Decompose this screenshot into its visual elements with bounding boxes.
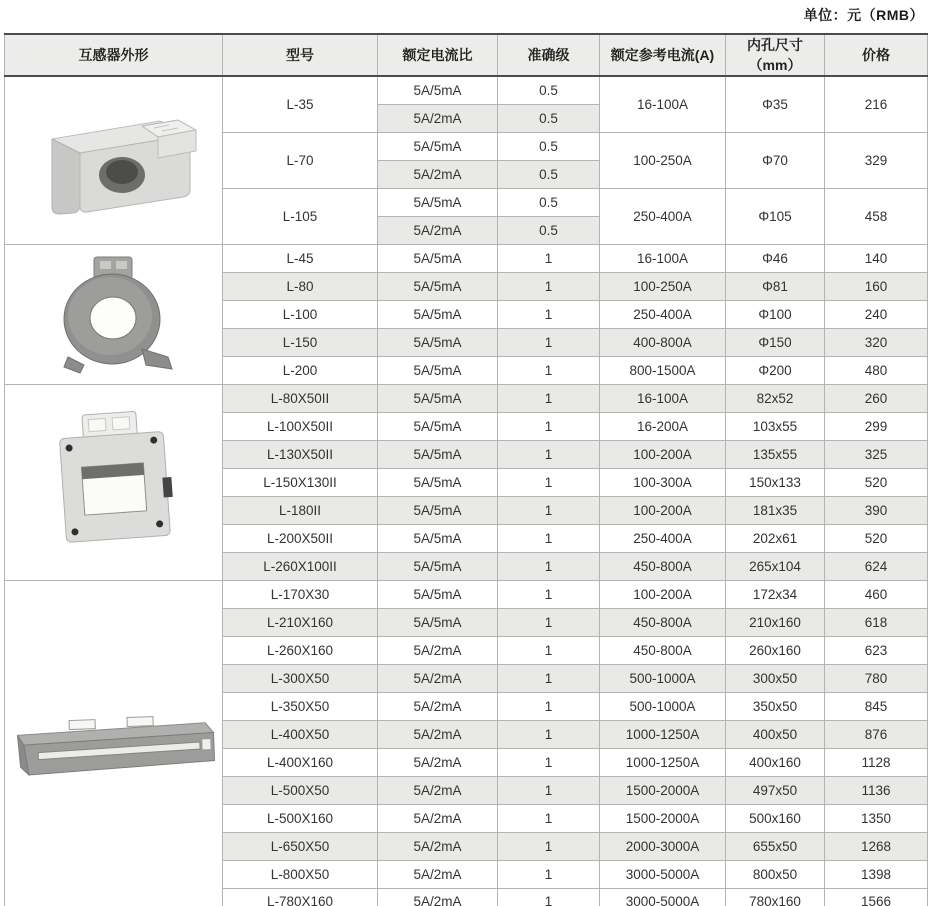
- price-cell: 780: [825, 664, 928, 692]
- ratio-cell: 5A/5mA: [378, 496, 498, 524]
- ratio-cell: 5A/5mA: [378, 76, 498, 104]
- accuracy-class-cell: 1: [498, 720, 600, 748]
- model-cell: L-170X30: [223, 580, 378, 608]
- model-cell: L-150: [223, 328, 378, 356]
- ratio-cell: 5A/2mA: [378, 776, 498, 804]
- price-cell: 624: [825, 552, 928, 580]
- hole-size-cell: Φ150: [726, 328, 825, 356]
- accuracy-class-cell: 1: [498, 860, 600, 888]
- price-cell: 845: [825, 692, 928, 720]
- column-header-6: 内孔尺寸（mm）: [726, 34, 825, 76]
- hole-size-cell: 210x160: [726, 608, 825, 636]
- accuracy-class-cell: 1: [498, 272, 600, 300]
- hole-size-cell: 135x55: [726, 440, 825, 468]
- reference-current-cell: 100-200A: [600, 496, 726, 524]
- price-cell: 1350: [825, 804, 928, 832]
- reference-current-cell: 16-100A: [600, 244, 726, 272]
- hole-size-cell: 265x104: [726, 552, 825, 580]
- hole-size-cell: Φ100: [726, 300, 825, 328]
- model-cell: L-400X50: [223, 720, 378, 748]
- model-cell: L-260X100II: [223, 552, 378, 580]
- ratio-cell: 5A/5mA: [378, 188, 498, 216]
- ratio-cell: 5A/5mA: [378, 328, 498, 356]
- model-cell: L-300X50: [223, 664, 378, 692]
- accuracy-class-cell: 1: [498, 776, 600, 804]
- accuracy-class-cell: 1: [498, 552, 600, 580]
- price-cell: 480: [825, 356, 928, 384]
- model-cell: L-500X50: [223, 776, 378, 804]
- ratio-cell: 5A/5mA: [378, 356, 498, 384]
- hole-size-cell: Φ70: [726, 132, 825, 188]
- reference-current-cell: 16-100A: [600, 76, 726, 132]
- price-cell: 160: [825, 272, 928, 300]
- accuracy-class-cell: 1: [498, 664, 600, 692]
- square-type-ct-photo: [39, 403, 189, 561]
- price-cell: 460: [825, 580, 928, 608]
- price-cell: 240: [825, 300, 928, 328]
- price-cell: 390: [825, 496, 928, 524]
- price-cell: 876: [825, 720, 928, 748]
- ratio-cell: 5A/2mA: [378, 832, 498, 860]
- price-cell: 618: [825, 608, 928, 636]
- price-table: [4, 33, 928, 906]
- reference-current-cell: 100-300A: [600, 468, 726, 496]
- reference-current-cell: 100-250A: [600, 132, 726, 188]
- hole-size-cell: Φ81: [726, 272, 825, 300]
- header-row: [5, 34, 928, 76]
- accuracy-class-cell: 1: [498, 748, 600, 776]
- accuracy-class-cell: 0.5: [498, 160, 600, 188]
- accuracy-class-cell: 0.5: [498, 132, 600, 160]
- accuracy-class-cell: 1: [498, 888, 600, 906]
- model-cell: L-150X130II: [223, 468, 378, 496]
- column-header-7: 价格: [825, 34, 928, 76]
- price-cell: 299: [825, 412, 928, 440]
- price-cell: 458: [825, 188, 928, 244]
- accuracy-class-cell: 1: [498, 524, 600, 552]
- hole-size-cell: 172x34: [726, 580, 825, 608]
- table-row: [5, 244, 928, 272]
- price-cell: 325: [825, 440, 928, 468]
- price-cell: 1268: [825, 832, 928, 860]
- price-cell: 1136: [825, 776, 928, 804]
- accuracy-class-cell: 1: [498, 328, 600, 356]
- hole-size-cell: 103x55: [726, 412, 825, 440]
- reference-current-cell: 1000-1250A: [600, 748, 726, 776]
- accuracy-class-cell: 0.5: [498, 188, 600, 216]
- accuracy-class-cell: 1: [498, 412, 600, 440]
- accuracy-class-cell: 1: [498, 496, 600, 524]
- table-row: [5, 384, 928, 412]
- hole-size-cell: Φ35: [726, 76, 825, 132]
- accuracy-class-cell: 0.5: [498, 76, 600, 104]
- ratio-cell: 5A/2mA: [378, 216, 498, 244]
- model-cell: L-70: [223, 132, 378, 188]
- hole-size-cell: Φ200: [726, 356, 825, 384]
- model-cell: L-100: [223, 300, 378, 328]
- ratio-cell: 5A/5mA: [378, 132, 498, 160]
- accuracy-class-cell: 1: [498, 608, 600, 636]
- ratio-cell: 5A/5mA: [378, 412, 498, 440]
- ratio-cell: 5A/5mA: [378, 552, 498, 580]
- reference-current-cell: 450-800A: [600, 636, 726, 664]
- model-cell: L-260X160: [223, 636, 378, 664]
- accuracy-class-cell: 1: [498, 692, 600, 720]
- hole-size-cell: Φ46: [726, 244, 825, 272]
- price-cell: 520: [825, 468, 928, 496]
- hole-size-cell: 800x50: [726, 860, 825, 888]
- product-photo-cell: [5, 580, 223, 906]
- ratio-cell: 5A/2mA: [378, 720, 498, 748]
- model-cell: L-400X160: [223, 748, 378, 776]
- hole-size-cell: 150x133: [726, 468, 825, 496]
- reference-current-cell: 16-100A: [600, 384, 726, 412]
- ratio-cell: 5A/2mA: [378, 804, 498, 832]
- reference-current-cell: 250-400A: [600, 300, 726, 328]
- model-cell: L-780X160: [223, 888, 378, 906]
- hole-size-cell: 400x160: [726, 748, 825, 776]
- hole-size-cell: Φ105: [726, 188, 825, 244]
- accuracy-class-cell: 1: [498, 244, 600, 272]
- hole-size-cell: 202x61: [726, 524, 825, 552]
- reference-current-cell: 100-200A: [600, 440, 726, 468]
- accuracy-class-cell: 1: [498, 384, 600, 412]
- hole-size-cell: 82x52: [726, 384, 825, 412]
- reference-current-cell: 2000-3000A: [600, 832, 726, 860]
- price-cell: 1398: [825, 860, 928, 888]
- hole-size-cell: 350x50: [726, 692, 825, 720]
- reference-current-cell: 500-1000A: [600, 692, 726, 720]
- model-cell: L-350X50: [223, 692, 378, 720]
- ratio-cell: 5A/5mA: [378, 440, 498, 468]
- accuracy-class-cell: 1: [498, 832, 600, 860]
- column-header-5: 额定参考电流(A): [600, 34, 726, 76]
- ratio-cell: 5A/5mA: [378, 580, 498, 608]
- ratio-cell: 5A/5mA: [378, 468, 498, 496]
- accuracy-class-cell: 0.5: [498, 104, 600, 132]
- ratio-cell: 5A/2mA: [378, 160, 498, 188]
- reference-current-cell: 1500-2000A: [600, 776, 726, 804]
- accuracy-class-cell: 1: [498, 300, 600, 328]
- price-cell: 329: [825, 132, 928, 188]
- reference-current-cell: 3000-5000A: [600, 860, 726, 888]
- reference-current-cell: 450-800A: [600, 552, 726, 580]
- ratio-cell: 5A/2mA: [378, 636, 498, 664]
- model-cell: L-500X160: [223, 804, 378, 832]
- ratio-cell: 5A/5mA: [378, 384, 498, 412]
- reference-current-cell: 1000-1250A: [600, 720, 726, 748]
- reference-current-cell: 100-200A: [600, 580, 726, 608]
- reference-current-cell: 1500-2000A: [600, 804, 726, 832]
- model-cell: L-200: [223, 356, 378, 384]
- ratio-cell: 5A/2mA: [378, 664, 498, 692]
- hole-size-cell: 260x160: [726, 636, 825, 664]
- reference-current-cell: 400-800A: [600, 328, 726, 356]
- unit-note: 单位：元（RMB）: [803, 7, 924, 23]
- product-photo-cell: [5, 244, 223, 384]
- price-cell: 1566: [825, 888, 928, 906]
- ratio-cell: 5A/5mA: [378, 272, 498, 300]
- model-cell: L-650X50: [223, 832, 378, 860]
- model-cell: L-105: [223, 188, 378, 244]
- column-header-1: 互感器外形: [5, 34, 223, 76]
- box-type-ct-photo: [26, 99, 202, 221]
- price-cell: 320: [825, 328, 928, 356]
- reference-current-cell: 3000-5000A: [600, 888, 726, 906]
- hole-size-cell: 780x160: [726, 888, 825, 906]
- table-row: [5, 580, 928, 608]
- hole-size-cell: 181x35: [726, 496, 825, 524]
- model-cell: L-80: [223, 272, 378, 300]
- hole-size-cell: 400x50: [726, 720, 825, 748]
- model-cell: L-200X50II: [223, 524, 378, 552]
- accuracy-class-cell: 1: [498, 636, 600, 664]
- ratio-cell: 5A/2mA: [378, 888, 498, 906]
- hole-size-cell: 655x50: [726, 832, 825, 860]
- bar-type-ct-photo: [8, 706, 220, 790]
- model-cell: L-45: [223, 244, 378, 272]
- reference-current-cell: 250-400A: [600, 524, 726, 552]
- price-cell: 623: [825, 636, 928, 664]
- ratio-cell: 5A/2mA: [378, 104, 498, 132]
- accuracy-class-cell: 1: [498, 356, 600, 384]
- accuracy-class-cell: 0.5: [498, 216, 600, 244]
- product-photo-cell: [5, 76, 223, 244]
- model-cell: L-100X50II: [223, 412, 378, 440]
- price-cell: 520: [825, 524, 928, 552]
- reference-current-cell: 16-200A: [600, 412, 726, 440]
- accuracy-class-cell: 1: [498, 468, 600, 496]
- price-cell: 260: [825, 384, 928, 412]
- ratio-cell: 5A/2mA: [378, 748, 498, 776]
- model-cell: L-800X50: [223, 860, 378, 888]
- ring-type-ct-photo: [50, 249, 178, 379]
- reference-current-cell: 500-1000A: [600, 664, 726, 692]
- ratio-cell: 5A/2mA: [378, 692, 498, 720]
- model-cell: L-35: [223, 76, 378, 132]
- ratio-cell: 5A/5mA: [378, 244, 498, 272]
- column-header-4: 准确级: [498, 34, 600, 76]
- reference-current-cell: 450-800A: [600, 608, 726, 636]
- model-cell: L-210X160: [223, 608, 378, 636]
- ratio-cell: 5A/5mA: [378, 300, 498, 328]
- model-cell: L-80X50II: [223, 384, 378, 412]
- ratio-cell: 5A/2mA: [378, 860, 498, 888]
- price-table-body: [5, 76, 928, 906]
- price-cell: 140: [825, 244, 928, 272]
- accuracy-class-cell: 1: [498, 440, 600, 468]
- hole-size-cell: 500x160: [726, 804, 825, 832]
- model-cell: L-130X50II: [223, 440, 378, 468]
- price-cell: 1128: [825, 748, 928, 776]
- reference-current-cell: 800-1500A: [600, 356, 726, 384]
- table-row: [5, 76, 928, 104]
- reference-current-cell: 250-400A: [600, 188, 726, 244]
- model-cell: L-180II: [223, 496, 378, 524]
- price-cell: 216: [825, 76, 928, 132]
- accuracy-class-cell: 1: [498, 580, 600, 608]
- column-header-3: 额定电流比: [378, 34, 498, 76]
- product-photo-cell: [5, 384, 223, 580]
- accuracy-class-cell: 1: [498, 804, 600, 832]
- hole-size-cell: 300x50: [726, 664, 825, 692]
- ratio-cell: 5A/5mA: [378, 608, 498, 636]
- reference-current-cell: 100-250A: [600, 272, 726, 300]
- ratio-cell: 5A/5mA: [378, 524, 498, 552]
- column-header-2: 型号: [223, 34, 378, 76]
- hole-size-cell: 497x50: [726, 776, 825, 804]
